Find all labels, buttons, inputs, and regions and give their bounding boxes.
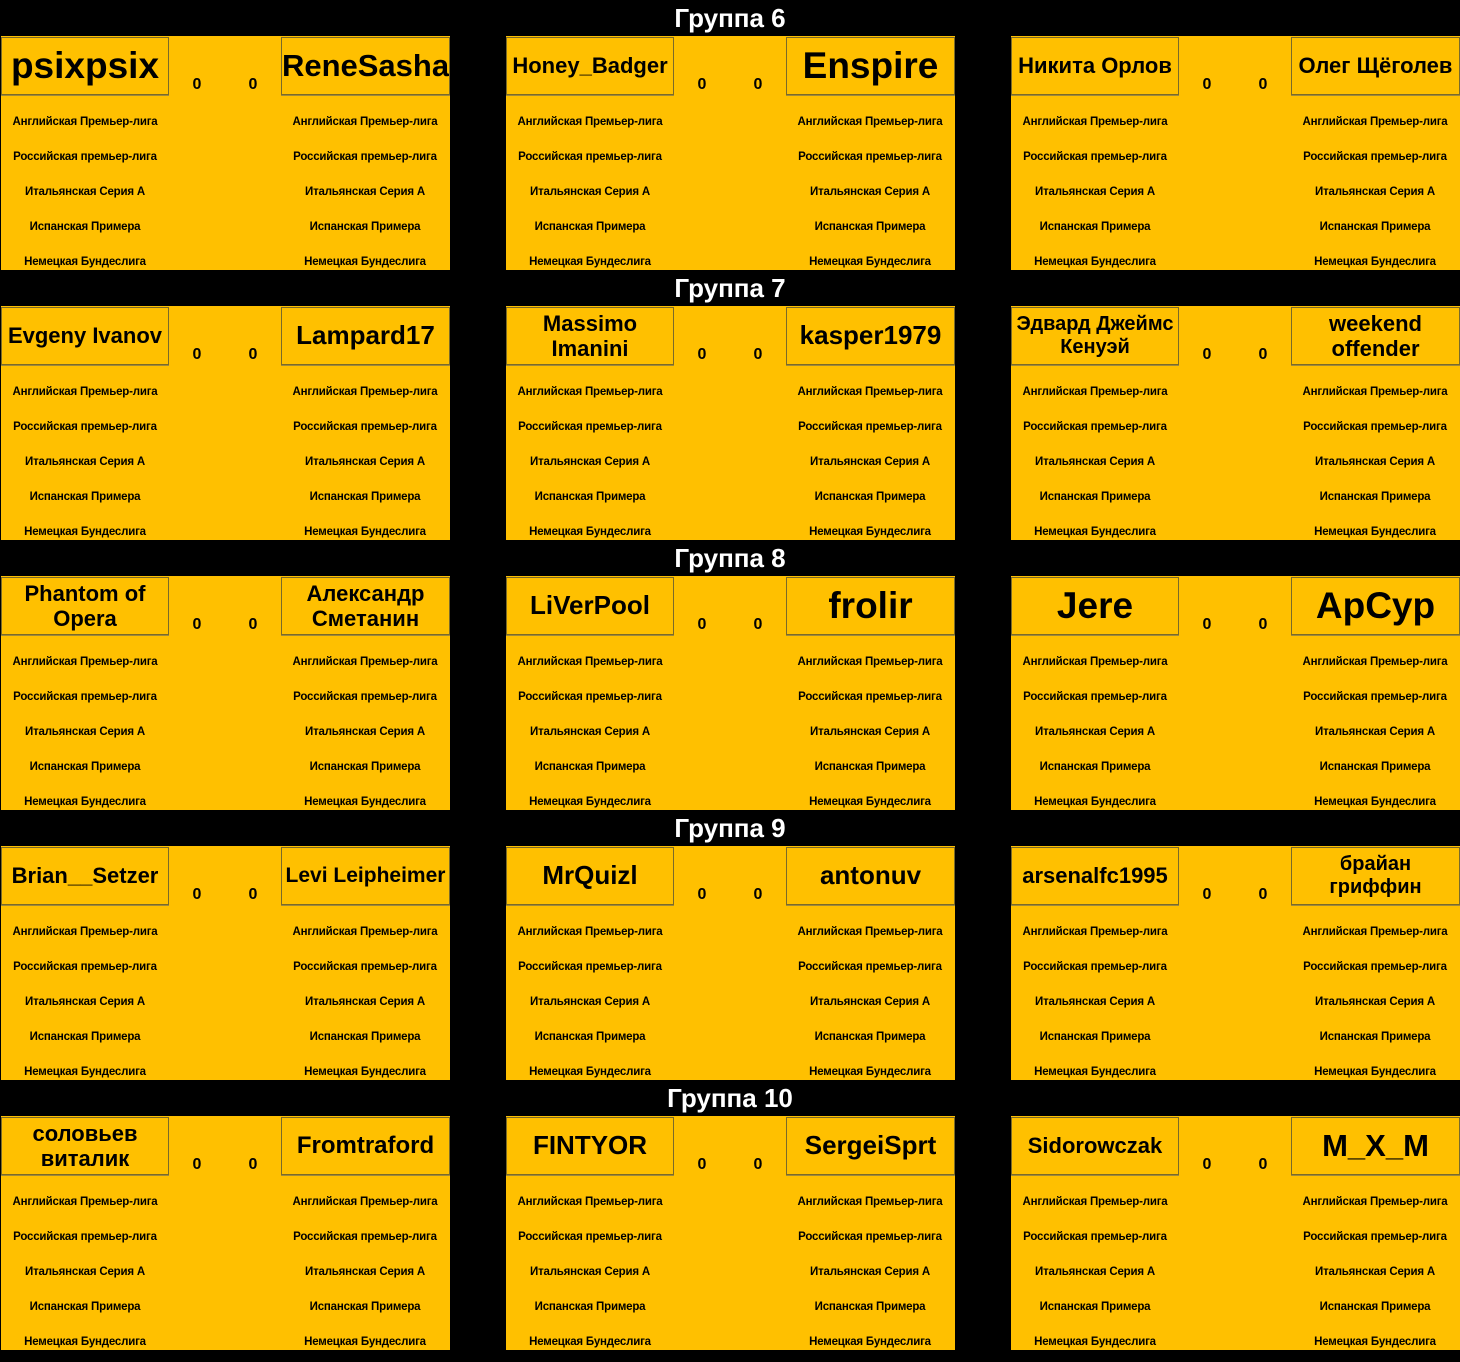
score-away: 0 [1258, 1156, 1268, 1173]
player-away-name: weekend offender [1291, 307, 1460, 365]
match-card [1, 1116, 450, 1350]
league-label: Английская Премьер-лига [292, 386, 438, 398]
player-away-name: M_X_M [1291, 1117, 1460, 1175]
league-label: Российская премьер-лига [13, 961, 157, 973]
league-label: Английская Премьер-лига [1022, 116, 1168, 128]
away-league-list [1291, 1182, 1459, 1357]
league-label: Итальянская Серия А [1315, 186, 1435, 198]
score-home: 0 [192, 886, 202, 903]
league-label: Российская премьер-лига [518, 961, 662, 973]
league-label: Немецкая Бундеслига [1314, 1336, 1436, 1348]
league-label: Английская Премьер-лига [1302, 656, 1448, 668]
player-away-name: frolir [786, 577, 955, 635]
league-label: Итальянская Серия А [810, 996, 930, 1008]
player-home-name: FINTYOR [506, 1117, 674, 1175]
home-league-list [506, 912, 674, 1087]
away-league-list [1291, 102, 1459, 277]
score-away: 0 [248, 1156, 258, 1173]
league-label: Немецкая Бундеслига [1314, 256, 1436, 268]
league-label: Испанская Примера [309, 221, 421, 233]
league-label: Немецкая Бундеслига [1314, 1066, 1436, 1078]
league-label: Итальянская Серия А [530, 186, 650, 198]
league-label: Английская Премьер-лига [517, 656, 663, 668]
away-league-list [1291, 372, 1459, 547]
league-label: Российская премьер-лига [518, 151, 662, 163]
score-home: 0 [192, 616, 202, 633]
league-label: Немецкая Бундеслига [809, 526, 931, 538]
league-label: Английская Премьер-лига [797, 116, 943, 128]
league-label: Российская премьер-лига [293, 961, 437, 973]
league-label: Итальянская Серия А [530, 1266, 650, 1278]
player-away-name: брайан гриффин [1291, 847, 1460, 905]
league-label: Российская премьер-лига [518, 421, 662, 433]
league-label: Английская Премьер-лига [292, 116, 438, 128]
match-card [1011, 1116, 1460, 1350]
league-label: Немецкая Бундеслига [529, 526, 651, 538]
league-label: Немецкая Бундеслига [1034, 1066, 1156, 1078]
league-label: Испанская Примера [534, 221, 646, 233]
score-home: 0 [1202, 1156, 1212, 1173]
match-card [1, 306, 450, 540]
league-label: Испанская Примера [534, 1031, 646, 1043]
away-league-list [1291, 912, 1459, 1087]
player-home-name: Sidorowczak [1011, 1117, 1179, 1175]
group-title: Группа 9 [674, 812, 786, 843]
league-label: Испанская Примера [29, 761, 141, 773]
league-label: Испанская Примера [814, 1301, 926, 1313]
league-label: Английская Премьер-лига [12, 1196, 158, 1208]
league-label: Испанская Примера [1039, 1301, 1151, 1313]
match-card [1, 846, 450, 1080]
league-label: Испанская Примера [1039, 491, 1151, 503]
league-label: Немецкая Бундеслига [1314, 796, 1436, 808]
league-label: Немецкая Бундеслига [24, 526, 146, 538]
league-label: Российская премьер-лига [1023, 151, 1167, 163]
player-home-name: Evgeny Ivanov [1, 307, 169, 365]
league-label: Немецкая Бундеслига [24, 256, 146, 268]
home-league-list [1, 372, 169, 547]
league-label: Итальянская Серия А [1035, 996, 1155, 1008]
player-home-name: Massimo Imanini [506, 307, 674, 365]
league-label: Испанская Примера [534, 761, 646, 773]
player-home-name: соловьев виталик [1, 1117, 169, 1175]
score-away: 0 [248, 616, 258, 633]
away-league-list [786, 102, 954, 277]
away-league-list [786, 372, 954, 547]
score-away: 0 [753, 616, 763, 633]
league-label: Немецкая Бундеслига [304, 796, 426, 808]
match-card [1, 36, 450, 270]
match-card [506, 846, 955, 1080]
league-label: Испанская Примера [1319, 221, 1431, 233]
league-label: Итальянская Серия А [305, 726, 425, 738]
league-label: Российская премьер-лига [1023, 961, 1167, 973]
league-label: Итальянская Серия А [25, 1266, 145, 1278]
player-home-name: Эдвард Джеймс Кенуэй [1011, 307, 1179, 365]
league-label: Итальянская Серия А [1315, 1266, 1435, 1278]
league-label: Английская Премьер-лига [12, 656, 158, 668]
league-label: Английская Премьер-лига [797, 926, 943, 938]
league-label: Английская Премьер-лига [1022, 1196, 1168, 1208]
league-label: Российская премьер-лига [518, 691, 662, 703]
player-home-name: LiVerPool [506, 577, 674, 635]
league-label: Российская премьер-лига [798, 691, 942, 703]
league-label: Российская премьер-лига [798, 151, 942, 163]
player-home-name: Honey_Badger [506, 37, 674, 95]
league-label: Испанская Примера [534, 1301, 646, 1313]
league-label: Российская премьер-лига [1303, 151, 1447, 163]
score-home: 0 [192, 76, 202, 93]
league-label: Английская Премьер-лига [12, 116, 158, 128]
away-league-list [786, 1182, 954, 1357]
player-home-name: psixpsix [1, 37, 169, 95]
away-league-list [786, 912, 954, 1087]
score-away: 0 [1258, 76, 1268, 93]
league-label: Испанская Примера [1319, 1031, 1431, 1043]
league-label: Английская Премьер-лига [1302, 1196, 1448, 1208]
player-away-name: SergeiSprt [786, 1117, 955, 1175]
home-league-list [1, 102, 169, 277]
league-label: Испанская Примера [1319, 1301, 1431, 1313]
group-title: Группа 6 [674, 2, 786, 33]
home-league-list [1, 1182, 169, 1357]
league-label: Итальянская Серия А [305, 456, 425, 468]
score-away: 0 [753, 76, 763, 93]
player-home-name: Jere [1011, 577, 1179, 635]
league-label: Немецкая Бундеслига [809, 256, 931, 268]
league-label: Английская Премьер-лига [517, 116, 663, 128]
league-label: Немецкая Бундеслига [304, 256, 426, 268]
home-league-list [506, 642, 674, 817]
home-league-list [506, 372, 674, 547]
player-away-name: Lampard17 [281, 307, 450, 365]
league-label: Немецкая Бундеслига [809, 796, 931, 808]
league-label: Итальянская Серия А [810, 456, 930, 468]
away-league-list [281, 372, 449, 547]
player-away-name: Олег Щёголев [1291, 37, 1460, 95]
league-label: Английская Премьер-лига [517, 926, 663, 938]
league-label: Российская премьер-лига [1303, 1231, 1447, 1243]
league-label: Испанская Примера [309, 1031, 421, 1043]
match-card [506, 306, 955, 540]
score-away: 0 [1258, 886, 1268, 903]
player-home-name: Brian__Setzer [1, 847, 169, 905]
league-label: Российская премьер-лига [13, 421, 157, 433]
match-card [1011, 576, 1460, 810]
score-home: 0 [1202, 346, 1212, 363]
match-card [1, 576, 450, 810]
league-label: Немецкая Бундеслига [1034, 256, 1156, 268]
league-label: Немецкая Бундеслига [1034, 796, 1156, 808]
score-away: 0 [753, 886, 763, 903]
match-card [1011, 306, 1460, 540]
away-league-list [281, 912, 449, 1087]
league-label: Немецкая Бундеслига [809, 1336, 931, 1348]
score-away: 0 [248, 886, 258, 903]
player-home-name: arsenalfc1995 [1011, 847, 1179, 905]
league-label: Российская премьер-лига [798, 961, 942, 973]
league-label: Итальянская Серия А [25, 996, 145, 1008]
league-label: Немецкая Бундеслига [304, 1066, 426, 1078]
league-label: Российская премьер-лига [13, 1231, 157, 1243]
player-away-name: antonuv [786, 847, 955, 905]
league-label: Английская Премьер-лига [1022, 386, 1168, 398]
league-label: Испанская Примера [534, 491, 646, 503]
league-label: Итальянская Серия А [810, 726, 930, 738]
score-away: 0 [248, 346, 258, 363]
league-label: Российская премьер-лига [1023, 1231, 1167, 1243]
group-title: Группа 10 [667, 1082, 793, 1113]
score-away: 0 [753, 1156, 763, 1173]
league-label: Итальянская Серия А [530, 456, 650, 468]
score-home: 0 [1202, 616, 1212, 633]
score-home: 0 [697, 616, 707, 633]
league-label: Итальянская Серия А [25, 726, 145, 738]
player-home-name: Phantom of Opera [1, 577, 169, 635]
away-league-list [1291, 642, 1459, 817]
league-label: Испанская Примера [814, 491, 926, 503]
league-label: Итальянская Серия А [1035, 186, 1155, 198]
home-league-list [1011, 642, 1179, 817]
league-label: Итальянская Серия А [1035, 1266, 1155, 1278]
league-label: Российская премьер-лига [13, 151, 157, 163]
league-label: Немецкая Бундеслига [304, 526, 426, 538]
league-label: Немецкая Бундеслига [1034, 526, 1156, 538]
league-label: Итальянская Серия А [305, 996, 425, 1008]
away-league-list [281, 642, 449, 817]
league-label: Немецкая Бундеслига [809, 1066, 931, 1078]
player-home-name: MrQuizl [506, 847, 674, 905]
league-label: Немецкая Бундеслига [529, 1336, 651, 1348]
score-home: 0 [697, 346, 707, 363]
league-label: Российская премьер-лига [1303, 961, 1447, 973]
league-label: Немецкая Бундеслига [529, 256, 651, 268]
league-label: Российская премьер-лига [1023, 421, 1167, 433]
score-home: 0 [192, 1156, 202, 1173]
league-label: Итальянская Серия А [305, 1266, 425, 1278]
league-label: Итальянская Серия А [810, 186, 930, 198]
league-label: Испанская Примера [1039, 221, 1151, 233]
league-label: Российская премьер-лига [293, 421, 437, 433]
league-label: Российская премьер-лига [13, 691, 157, 703]
player-away-name: Enspire [786, 37, 955, 95]
league-label: Английская Премьер-лига [12, 926, 158, 938]
score-away: 0 [753, 346, 763, 363]
home-league-list [1, 912, 169, 1087]
league-label: Немецкая Бундеслига [304, 1336, 426, 1348]
score-home: 0 [697, 886, 707, 903]
league-label: Английская Премьер-лига [1302, 386, 1448, 398]
league-label: Итальянская Серия А [1035, 456, 1155, 468]
score-home: 0 [697, 1156, 707, 1173]
score-home: 0 [697, 76, 707, 93]
score-away: 0 [1258, 346, 1268, 363]
league-label: Российская премьер-лига [293, 151, 437, 163]
home-league-list [506, 1182, 674, 1357]
league-label: Итальянская Серия А [530, 996, 650, 1008]
match-card [506, 1116, 955, 1350]
league-label: Английская Премьер-лига [797, 656, 943, 668]
league-label: Испанская Примера [29, 1031, 141, 1043]
home-league-list [1011, 372, 1179, 547]
league-label: Английская Премьер-лига [1302, 926, 1448, 938]
league-label: Английская Премьер-лига [292, 1196, 438, 1208]
score-away: 0 [1258, 616, 1268, 633]
league-label: Английская Премьер-лига [797, 1196, 943, 1208]
match-card [1011, 36, 1460, 270]
home-league-list [1011, 102, 1179, 277]
league-label: Немецкая Бундеслига [24, 796, 146, 808]
player-away-name: kasper1979 [786, 307, 955, 365]
league-label: Российская премьер-лига [1023, 691, 1167, 703]
league-label: Испанская Примера [309, 761, 421, 773]
player-away-name: Levi Leipheimer [281, 847, 450, 905]
league-label: Испанская Примера [814, 761, 926, 773]
league-label: Испанская Примера [29, 491, 141, 503]
league-label: Испанская Примера [1319, 491, 1431, 503]
league-label: Немецкая Бундеслига [24, 1066, 146, 1078]
league-label: Немецкая Бундеслига [1034, 1336, 1156, 1348]
league-label: Итальянская Серия А [305, 186, 425, 198]
league-label: Российская премьер-лига [293, 1231, 437, 1243]
away-league-list [786, 642, 954, 817]
home-league-list [1, 642, 169, 817]
player-away-name: Fromtraford [281, 1117, 450, 1175]
away-league-list [281, 1182, 449, 1357]
league-label: Итальянская Серия А [1035, 726, 1155, 738]
player-away-name: ReneSasha [281, 37, 450, 95]
score-home: 0 [192, 346, 202, 363]
group-title: Группа 8 [674, 542, 786, 573]
league-label: Английская Премьер-лига [517, 1196, 663, 1208]
home-league-list [1011, 1182, 1179, 1357]
league-label: Испанская Примера [309, 1301, 421, 1313]
league-label: Английская Премьер-лига [1302, 116, 1448, 128]
player-away-name: ApCyp [1291, 577, 1460, 635]
league-label: Российская премьер-лига [1303, 691, 1447, 703]
league-label: Английская Премьер-лига [12, 386, 158, 398]
league-label: Английская Премьер-лига [517, 386, 663, 398]
home-league-list [1011, 912, 1179, 1087]
league-label: Испанская Примера [814, 1031, 926, 1043]
match-card [506, 36, 955, 270]
league-label: Российская премьер-лига [293, 691, 437, 703]
league-label: Итальянская Серия А [1315, 726, 1435, 738]
match-card [1011, 846, 1460, 1080]
league-label: Немецкая Бундеслига [24, 1336, 146, 1348]
group-title: Группа 7 [674, 272, 786, 303]
league-label: Российская премьер-лига [1303, 421, 1447, 433]
league-label: Испанская Примера [1039, 1031, 1151, 1043]
league-label: Испанская Примера [29, 1301, 141, 1313]
league-label: Испанская Примера [29, 221, 141, 233]
league-label: Итальянская Серия А [810, 1266, 930, 1278]
league-label: Немецкая Бундеслига [529, 1066, 651, 1078]
league-label: Испанская Примера [1039, 761, 1151, 773]
league-label: Итальянская Серия А [1315, 456, 1435, 468]
league-label: Английская Премьер-лига [797, 386, 943, 398]
league-label: Российская премьер-лига [798, 1231, 942, 1243]
player-away-name: Александр Сметанин [281, 577, 450, 635]
league-label: Итальянская Серия А [25, 186, 145, 198]
league-label: Итальянская Серия А [25, 456, 145, 468]
league-label: Испанская Примера [1319, 761, 1431, 773]
league-label: Российская премьер-лига [798, 421, 942, 433]
league-label: Итальянская Серия А [1315, 996, 1435, 1008]
score-away: 0 [248, 76, 258, 93]
away-league-list [281, 102, 449, 277]
score-home: 0 [1202, 886, 1212, 903]
league-label: Английская Премьер-лига [292, 656, 438, 668]
home-league-list [506, 102, 674, 277]
league-label: Испанская Примера [309, 491, 421, 503]
score-home: 0 [1202, 76, 1212, 93]
league-label: Английская Премьер-лига [1022, 926, 1168, 938]
league-label: Испанская Примера [814, 221, 926, 233]
league-label: Российская премьер-лига [518, 1231, 662, 1243]
league-label: Немецкая Бундеслига [529, 796, 651, 808]
league-label: Английская Премьер-лига [292, 926, 438, 938]
player-home-name: Никита Орлов [1011, 37, 1179, 95]
match-card [506, 576, 955, 810]
league-label: Итальянская Серия А [530, 726, 650, 738]
league-label: Немецкая Бундеслига [1314, 526, 1436, 538]
league-label: Английская Премьер-лига [1022, 656, 1168, 668]
